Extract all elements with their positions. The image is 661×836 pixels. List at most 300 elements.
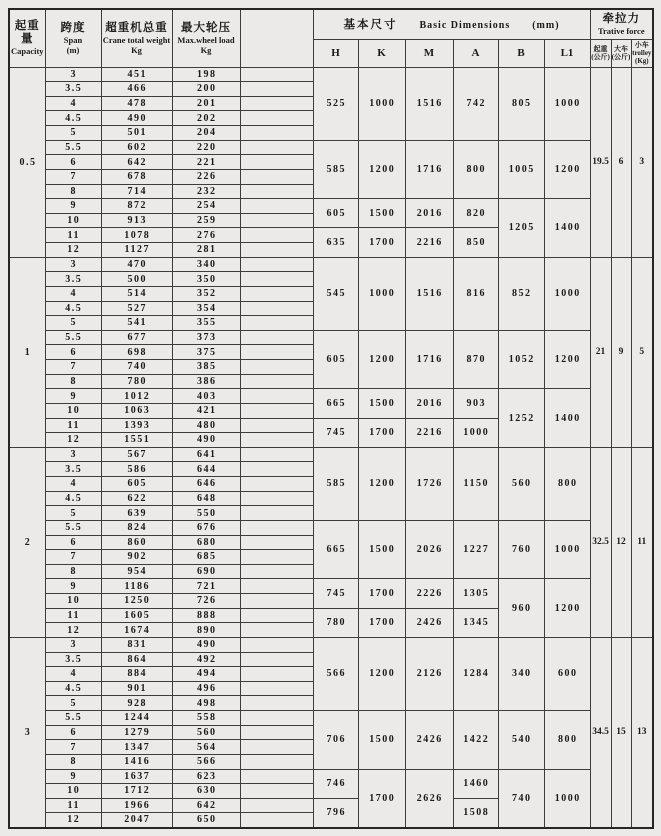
spare-cell [240, 740, 313, 755]
max-wheel-load-cell: 650 [172, 813, 240, 828]
spare-cell [240, 360, 313, 375]
spare-cell [240, 272, 313, 287]
spare-cell [240, 696, 313, 711]
crane-total-weight-cell: 642 [101, 155, 172, 170]
spare-cell [240, 243, 313, 258]
header-max-wheel-load [172, 9, 240, 67]
span-cell: 7 [45, 740, 101, 755]
dim-a-cell: 820 [453, 199, 498, 228]
max-wheel-load-cell: 480 [172, 418, 240, 433]
dim-l1-cell: 600 [544, 637, 590, 710]
span-cell: 9 [45, 769, 101, 784]
span-cell: 8 [45, 184, 101, 199]
header-trative-crane: 大车 (公斤) [611, 39, 631, 67]
span-cell: 5.5 [45, 520, 101, 535]
spare-cell [240, 330, 313, 345]
span-cell: 5.5 [45, 140, 101, 155]
spare-cell [240, 389, 313, 404]
header-dim-b: B [498, 39, 544, 67]
dim-h-cell: 665 [313, 520, 358, 579]
spare-cell [240, 798, 313, 813]
dim-a-cell: 1460 [453, 769, 498, 798]
max-wheel-load-cell: 202 [172, 111, 240, 126]
crane-total-weight-cell: 901 [101, 681, 172, 696]
dim-k-cell: 1700 [358, 228, 405, 257]
dim-a-cell: 1150 [453, 447, 498, 520]
dim-m-cell: 2016 [405, 199, 453, 228]
max-wheel-load-cell: 421 [172, 403, 240, 418]
crane-total-weight-cell: 451 [101, 67, 172, 82]
dim-k-cell: 1500 [358, 199, 405, 228]
dim-k-cell: 1500 [358, 520, 405, 579]
spare-cell [240, 579, 313, 594]
spare-cell [240, 725, 313, 740]
header-span-en: Span [63, 34, 83, 45]
span-cell: 12 [45, 813, 101, 828]
dim-k-cell: 1200 [358, 330, 405, 389]
capacity-cell: 1 [9, 257, 45, 447]
spare-cell [240, 769, 313, 784]
trative-trolley-cell: 3 [631, 67, 653, 257]
dim-h-cell: 635 [313, 228, 358, 257]
spare-cell [240, 345, 313, 360]
span-cell: 4 [45, 96, 101, 111]
spare-cell [240, 433, 313, 448]
crane-total-weight-cell: 884 [101, 667, 172, 682]
max-wheel-load-cell: 642 [172, 798, 240, 813]
spare-cell [240, 199, 313, 214]
spare-cell [240, 301, 313, 316]
max-wheel-load-cell: 630 [172, 784, 240, 799]
header-span-unit: (m) [66, 44, 80, 55]
dim-m-cell: 2216 [405, 228, 453, 257]
max-wheel-load-cell: 726 [172, 594, 240, 609]
dim-k-cell: 1200 [358, 140, 405, 199]
max-wheel-load-cell: 492 [172, 652, 240, 667]
dim-m-cell: 1726 [405, 447, 453, 520]
spare-cell [240, 477, 313, 492]
crane-total-weight-cell: 1674 [101, 623, 172, 638]
header-basic-dimensions-zh: 基本尺寸 [343, 19, 398, 32]
header-total-weight [101, 9, 172, 67]
span-cell: 6 [45, 725, 101, 740]
dim-l1-cell: 1200 [544, 330, 590, 389]
max-wheel-load-cell: 355 [172, 316, 240, 331]
trative-crane-cell: 15 [611, 637, 631, 827]
trative-hoist-cell: 21 [590, 257, 611, 447]
crane-total-weight-cell: 541 [101, 316, 172, 331]
spare-cell [240, 96, 313, 111]
span-cell: 7 [45, 360, 101, 375]
span-cell: 9 [45, 579, 101, 594]
max-wheel-load-cell: 890 [172, 623, 240, 638]
spare-cell [240, 652, 313, 667]
table-row [9, 579, 653, 594]
span-cell: 8 [45, 564, 101, 579]
max-wheel-load-cell: 198 [172, 67, 240, 82]
max-wheel-load-cell: 494 [172, 667, 240, 682]
max-wheel-load-cell: 641 [172, 447, 240, 462]
crane-total-weight-cell: 824 [101, 520, 172, 535]
span-cell: 6 [45, 155, 101, 170]
capacity-cell: 2 [9, 447, 45, 637]
span-cell: 3.5 [45, 652, 101, 667]
dim-b-cell: 760 [498, 520, 544, 579]
crane-total-weight-cell: 1966 [101, 798, 172, 813]
span-cell: 4 [45, 477, 101, 492]
spare-cell [240, 140, 313, 155]
crane-total-weight-cell: 928 [101, 696, 172, 711]
dim-b-cell: 740 [498, 769, 544, 828]
crane-total-weight-cell: 780 [101, 374, 172, 389]
spare-cell [240, 711, 313, 726]
table-row [9, 520, 653, 535]
max-wheel-load-cell: 352 [172, 286, 240, 301]
crane-total-weight-cell: 567 [101, 447, 172, 462]
table-row [9, 67, 653, 82]
header-trative-force [590, 9, 653, 39]
span-cell: 10 [45, 594, 101, 609]
dim-m-cell: 2126 [405, 637, 453, 710]
crane-total-weight-cell: 1393 [101, 418, 172, 433]
crane-total-weight-cell: 622 [101, 491, 172, 506]
table-row [9, 257, 653, 272]
spare-cell [240, 535, 313, 550]
crane-total-weight-cell: 1012 [101, 389, 172, 404]
span-cell: 3 [45, 447, 101, 462]
spare-cell [240, 213, 313, 228]
header-dim-h: H [313, 39, 358, 67]
spare-cell [240, 169, 313, 184]
span-cell: 5.5 [45, 330, 101, 345]
dim-b-cell: 805 [498, 67, 544, 140]
dim-h-cell: 585 [313, 447, 358, 520]
dim-a-cell: 1422 [453, 711, 498, 770]
crane-total-weight-cell: 602 [101, 140, 172, 155]
max-wheel-load-cell: 200 [172, 82, 240, 97]
trative-hoist-cell: 19.5 [590, 67, 611, 257]
crane-total-weight-cell: 678 [101, 169, 172, 184]
dim-l1-cell: 1000 [544, 769, 590, 828]
header-total-weight-en: Crane total weight [102, 34, 171, 45]
dim-h-cell: 585 [313, 140, 358, 199]
span-cell: 3.5 [45, 272, 101, 287]
table-row [9, 199, 653, 214]
spare-cell [240, 520, 313, 535]
crane-total-weight-cell: 2047 [101, 813, 172, 828]
spare-cell [240, 813, 313, 828]
dim-b-cell: 852 [498, 257, 544, 330]
dim-h-cell: 605 [313, 199, 358, 228]
span-cell: 8 [45, 754, 101, 769]
spare-cell [240, 126, 313, 141]
dim-l1-cell: 1000 [544, 520, 590, 579]
dim-a-cell: 870 [453, 330, 498, 389]
dim-m-cell: 1516 [405, 257, 453, 330]
crane-total-weight-cell: 860 [101, 535, 172, 550]
dim-k-cell: 1700 [358, 418, 405, 447]
capacity-cell: 3 [9, 637, 45, 827]
dim-m-cell: 2626 [405, 769, 453, 828]
crane-total-weight-cell: 1244 [101, 711, 172, 726]
dim-a-cell: 903 [453, 389, 498, 418]
crane-total-weight-cell: 1637 [101, 769, 172, 784]
crane-total-weight-cell: 1078 [101, 228, 172, 243]
crane-total-weight-cell: 913 [101, 213, 172, 228]
spare-cell [240, 784, 313, 799]
dim-a-cell: 1284 [453, 637, 498, 710]
crane-total-weight-cell: 677 [101, 330, 172, 345]
header-trative-hoist: 起重 (公斤) [590, 39, 611, 67]
crane-total-weight-cell: 586 [101, 462, 172, 477]
dim-m-cell: 1516 [405, 67, 453, 140]
trative-hoist-cell: 32.5 [590, 447, 611, 637]
header-dim-l1: L1 [544, 39, 590, 67]
max-wheel-load-cell: 375 [172, 345, 240, 360]
trative-crane-cell: 6 [611, 67, 631, 257]
header-max-wheel-load-en: Max.wheel load [177, 34, 235, 45]
dim-a-cell: 816 [453, 257, 498, 330]
dim-b-cell: 560 [498, 447, 544, 520]
span-cell: 3 [45, 67, 101, 82]
dim-l1-cell: 1000 [544, 257, 590, 330]
span-cell: 9 [45, 389, 101, 404]
trative-trolley-cell: 11 [631, 447, 653, 637]
dim-k-cell: 1000 [358, 67, 405, 140]
dim-k-cell: 1700 [358, 769, 405, 828]
span-cell: 5 [45, 126, 101, 141]
dim-b-cell: 1005 [498, 140, 544, 199]
dim-a-cell: 800 [453, 140, 498, 199]
table-header [9, 9, 653, 67]
crane-total-weight-cell: 954 [101, 564, 172, 579]
spare-cell [240, 418, 313, 433]
span-cell: 6 [45, 345, 101, 360]
dim-h-cell: 745 [313, 418, 358, 447]
header-capacity [9, 9, 45, 67]
crane-total-weight-cell: 698 [101, 345, 172, 360]
span-cell: 4.5 [45, 111, 101, 126]
dim-h-cell: 745 [313, 579, 358, 608]
crane-total-weight-cell: 1416 [101, 754, 172, 769]
crane-total-weight-cell: 500 [101, 272, 172, 287]
span-cell: 7 [45, 550, 101, 565]
table-row [9, 637, 653, 652]
dim-l1-cell: 1400 [544, 389, 590, 448]
span-cell: 11 [45, 608, 101, 623]
spare-cell [240, 637, 313, 652]
header-total-weight-zh: 超重机总重 [105, 21, 168, 34]
span-cell: 5.5 [45, 711, 101, 726]
dim-m-cell: 2226 [405, 579, 453, 608]
dim-h-cell: 746 [313, 769, 358, 798]
crane-spec-table [8, 8, 654, 829]
dim-l1-cell: 1400 [544, 199, 590, 258]
dim-h-cell: 780 [313, 608, 358, 637]
span-cell: 10 [45, 403, 101, 418]
max-wheel-load-cell: 403 [172, 389, 240, 404]
header-span [45, 9, 101, 67]
span-cell: 4 [45, 286, 101, 301]
dim-b-cell: 960 [498, 579, 544, 638]
crane-total-weight-cell: 864 [101, 652, 172, 667]
span-cell: 4.5 [45, 491, 101, 506]
dim-a-cell: 1000 [453, 418, 498, 447]
dim-h-cell: 665 [313, 389, 358, 418]
table-row [9, 711, 653, 726]
crane-total-weight-cell: 605 [101, 477, 172, 492]
spare-cell [240, 462, 313, 477]
span-cell: 12 [45, 243, 101, 258]
crane-total-weight-cell: 1347 [101, 740, 172, 755]
dim-m-cell: 2016 [405, 389, 453, 418]
table-row [9, 389, 653, 404]
dim-b-cell: 540 [498, 711, 544, 770]
crane-total-weight-cell: 478 [101, 96, 172, 111]
crane-total-weight-cell: 740 [101, 360, 172, 375]
table-row [9, 330, 653, 345]
dim-a-cell: 1345 [453, 608, 498, 637]
crane-total-weight-cell: 1063 [101, 403, 172, 418]
header-spare-column [240, 9, 313, 67]
dim-b-cell: 1052 [498, 330, 544, 389]
dim-h-cell: 796 [313, 798, 358, 827]
crane-total-weight-cell: 902 [101, 550, 172, 565]
dim-m-cell: 2216 [405, 418, 453, 447]
span-cell: 3.5 [45, 82, 101, 97]
table-body [9, 67, 653, 828]
crane-total-weight-cell: 466 [101, 82, 172, 97]
trative-trolley-cell: 13 [631, 637, 653, 827]
max-wheel-load-cell: 276 [172, 228, 240, 243]
max-wheel-load-cell: 560 [172, 725, 240, 740]
trative-crane-cell: 9 [611, 257, 631, 447]
dim-m-cell: 2426 [405, 711, 453, 770]
span-cell: 11 [45, 228, 101, 243]
span-cell: 9 [45, 199, 101, 214]
dim-k-cell: 1200 [358, 637, 405, 710]
spare-cell [240, 67, 313, 82]
max-wheel-load-cell: 690 [172, 564, 240, 579]
max-wheel-load-cell: 648 [172, 491, 240, 506]
max-wheel-load-cell: 676 [172, 520, 240, 535]
span-cell: 3.5 [45, 462, 101, 477]
span-cell: 11 [45, 418, 101, 433]
table-row [9, 769, 653, 784]
dim-a-cell: 1508 [453, 798, 498, 827]
span-cell: 5 [45, 316, 101, 331]
crane-total-weight-cell: 1605 [101, 608, 172, 623]
max-wheel-load-cell: 550 [172, 506, 240, 521]
header-dim-k: K [358, 39, 405, 67]
span-cell: 10 [45, 213, 101, 228]
capacity-cell: 0.5 [9, 67, 45, 257]
header-capacity-zh: 起重量 [14, 20, 40, 46]
crane-total-weight-cell: 1186 [101, 579, 172, 594]
dim-a-cell: 742 [453, 67, 498, 140]
dim-m-cell: 1716 [405, 330, 453, 389]
header-trative-force-zh: 牵拉力 [602, 12, 641, 25]
max-wheel-load-cell: 498 [172, 696, 240, 711]
max-wheel-load-cell: 232 [172, 184, 240, 199]
span-cell: 3 [45, 257, 101, 272]
header-trative-trolley: 小车 trolley (Kg) [632, 41, 652, 65]
trative-crane-cell: 12 [611, 447, 631, 637]
spare-cell [240, 623, 313, 638]
crane-total-weight-cell: 501 [101, 126, 172, 141]
dim-b-cell: 1205 [498, 199, 544, 258]
crane-total-weight-cell: 714 [101, 184, 172, 199]
max-wheel-load-cell: 281 [172, 243, 240, 258]
dim-l1-cell: 1000 [544, 67, 590, 140]
crane-total-weight-cell: 470 [101, 257, 172, 272]
trative-trolley-cell: 5 [631, 257, 653, 447]
spare-cell [240, 82, 313, 97]
spare-cell [240, 667, 313, 682]
max-wheel-load-cell: 354 [172, 301, 240, 316]
max-wheel-load-cell: 226 [172, 169, 240, 184]
spare-cell [240, 155, 313, 170]
max-wheel-load-cell: 350 [172, 272, 240, 287]
span-cell: 4.5 [45, 681, 101, 696]
dim-m-cell: 2026 [405, 520, 453, 579]
header-basic-dimensions [313, 9, 590, 39]
spare-cell [240, 184, 313, 199]
dim-l1-cell: 800 [544, 447, 590, 520]
dim-l1-cell: 1200 [544, 579, 590, 638]
max-wheel-load-cell: 564 [172, 740, 240, 755]
max-wheel-load-cell: 204 [172, 126, 240, 141]
dim-h-cell: 545 [313, 257, 358, 330]
crane-total-weight-cell: 1250 [101, 594, 172, 609]
header-max-wheel-load-unit: Kg [200, 44, 212, 55]
span-cell: 4 [45, 667, 101, 682]
dim-a-cell: 850 [453, 228, 498, 257]
header-max-wheel-load-zh: 最大轮压 [181, 21, 231, 34]
crane-total-weight-cell: 1551 [101, 433, 172, 448]
table-row [9, 140, 653, 155]
dim-a-cell: 1227 [453, 520, 498, 579]
dim-k-cell: 1500 [358, 389, 405, 418]
header-row-top [9, 9, 653, 39]
max-wheel-load-cell: 623 [172, 769, 240, 784]
max-wheel-load-cell: 385 [172, 360, 240, 375]
header-dim-m: M [405, 39, 453, 67]
header-capacity-en: Capacity [10, 46, 44, 57]
spare-cell [240, 491, 313, 506]
spare-cell [240, 506, 313, 521]
crane-total-weight-cell: 831 [101, 637, 172, 652]
span-cell: 11 [45, 798, 101, 813]
dim-h-cell: 706 [313, 711, 358, 770]
spare-cell [240, 403, 313, 418]
dim-m-cell: 2426 [405, 608, 453, 637]
spare-cell [240, 447, 313, 462]
crane-total-weight-cell: 1279 [101, 725, 172, 740]
spare-cell [240, 286, 313, 301]
spare-cell [240, 111, 313, 126]
dim-k-cell: 1200 [358, 447, 405, 520]
span-cell: 10 [45, 784, 101, 799]
max-wheel-load-cell: 340 [172, 257, 240, 272]
dim-k-cell: 1700 [358, 608, 405, 637]
max-wheel-load-cell: 490 [172, 433, 240, 448]
spare-cell [240, 564, 313, 579]
spare-cell [240, 594, 313, 609]
spare-cell [240, 374, 313, 389]
span-cell: 5 [45, 506, 101, 521]
max-wheel-load-cell: 888 [172, 608, 240, 623]
